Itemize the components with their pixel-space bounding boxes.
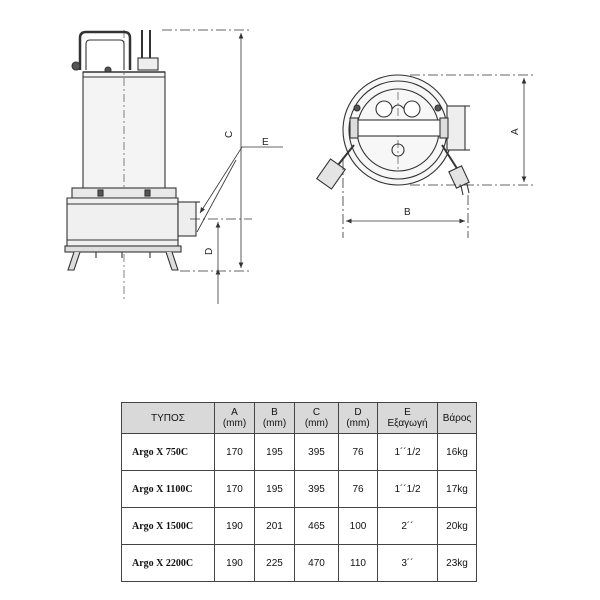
cell-c: 395 xyxy=(295,471,339,508)
header-c: C (mm) xyxy=(295,403,339,434)
label-a: A xyxy=(510,128,521,135)
label-c: C xyxy=(224,130,235,138)
cell-e: 1´´1/2 xyxy=(378,434,438,471)
cell-e: 2´´ xyxy=(378,508,438,545)
cell-model: Argo X 1100C xyxy=(122,471,215,508)
cell-c: 465 xyxy=(295,508,339,545)
table-header-row xyxy=(122,403,477,434)
cell-c: 395 xyxy=(295,434,339,471)
cell-e: 3´´ xyxy=(378,545,438,582)
pump-side-view xyxy=(65,30,200,300)
header-type: ΤΥΠΟΣ xyxy=(122,403,215,434)
cell-c: 470 xyxy=(295,545,339,582)
cell-a: 190 xyxy=(215,508,255,545)
cell-b: 225 xyxy=(255,545,295,582)
cell-b: 201 xyxy=(255,508,295,545)
cell-b: 195 xyxy=(255,471,295,508)
label-b: B xyxy=(404,207,411,218)
header-weight: Βάρος xyxy=(438,403,477,434)
header-e: E Εξαγωγή xyxy=(378,403,438,434)
cell-d: 100 xyxy=(339,508,378,545)
cell-a: 170 xyxy=(215,471,255,508)
cell-e: 1´´1/2 xyxy=(378,471,438,508)
header-d: D (mm) xyxy=(339,403,378,434)
cell-weight: 16kg xyxy=(438,434,477,471)
spec-table xyxy=(121,402,477,582)
header-a: A (mm) xyxy=(215,403,255,434)
label-e: E xyxy=(262,137,269,148)
table-row xyxy=(122,508,477,545)
table-row xyxy=(122,471,477,508)
pump-top-view xyxy=(317,75,470,195)
cell-b: 195 xyxy=(255,434,295,471)
cell-weight: 20kg xyxy=(438,508,477,545)
cell-d: 76 xyxy=(339,471,378,508)
cell-d: 110 xyxy=(339,545,378,582)
cell-weight: 23kg xyxy=(438,545,477,582)
label-d: D xyxy=(204,247,215,255)
table-row xyxy=(122,545,477,582)
cell-model: Argo X 1500C xyxy=(122,508,215,545)
cell-model: Argo X 750C xyxy=(122,434,215,471)
cell-a: 190 xyxy=(215,545,255,582)
table-row xyxy=(122,434,477,471)
cell-model: Argo X 2200C xyxy=(122,545,215,582)
side-view-dimensions xyxy=(162,30,283,304)
cell-weight: 17kg xyxy=(438,471,477,508)
cell-a: 170 xyxy=(215,434,255,471)
header-b: B (mm) xyxy=(255,403,295,434)
cell-d: 76 xyxy=(339,434,378,471)
